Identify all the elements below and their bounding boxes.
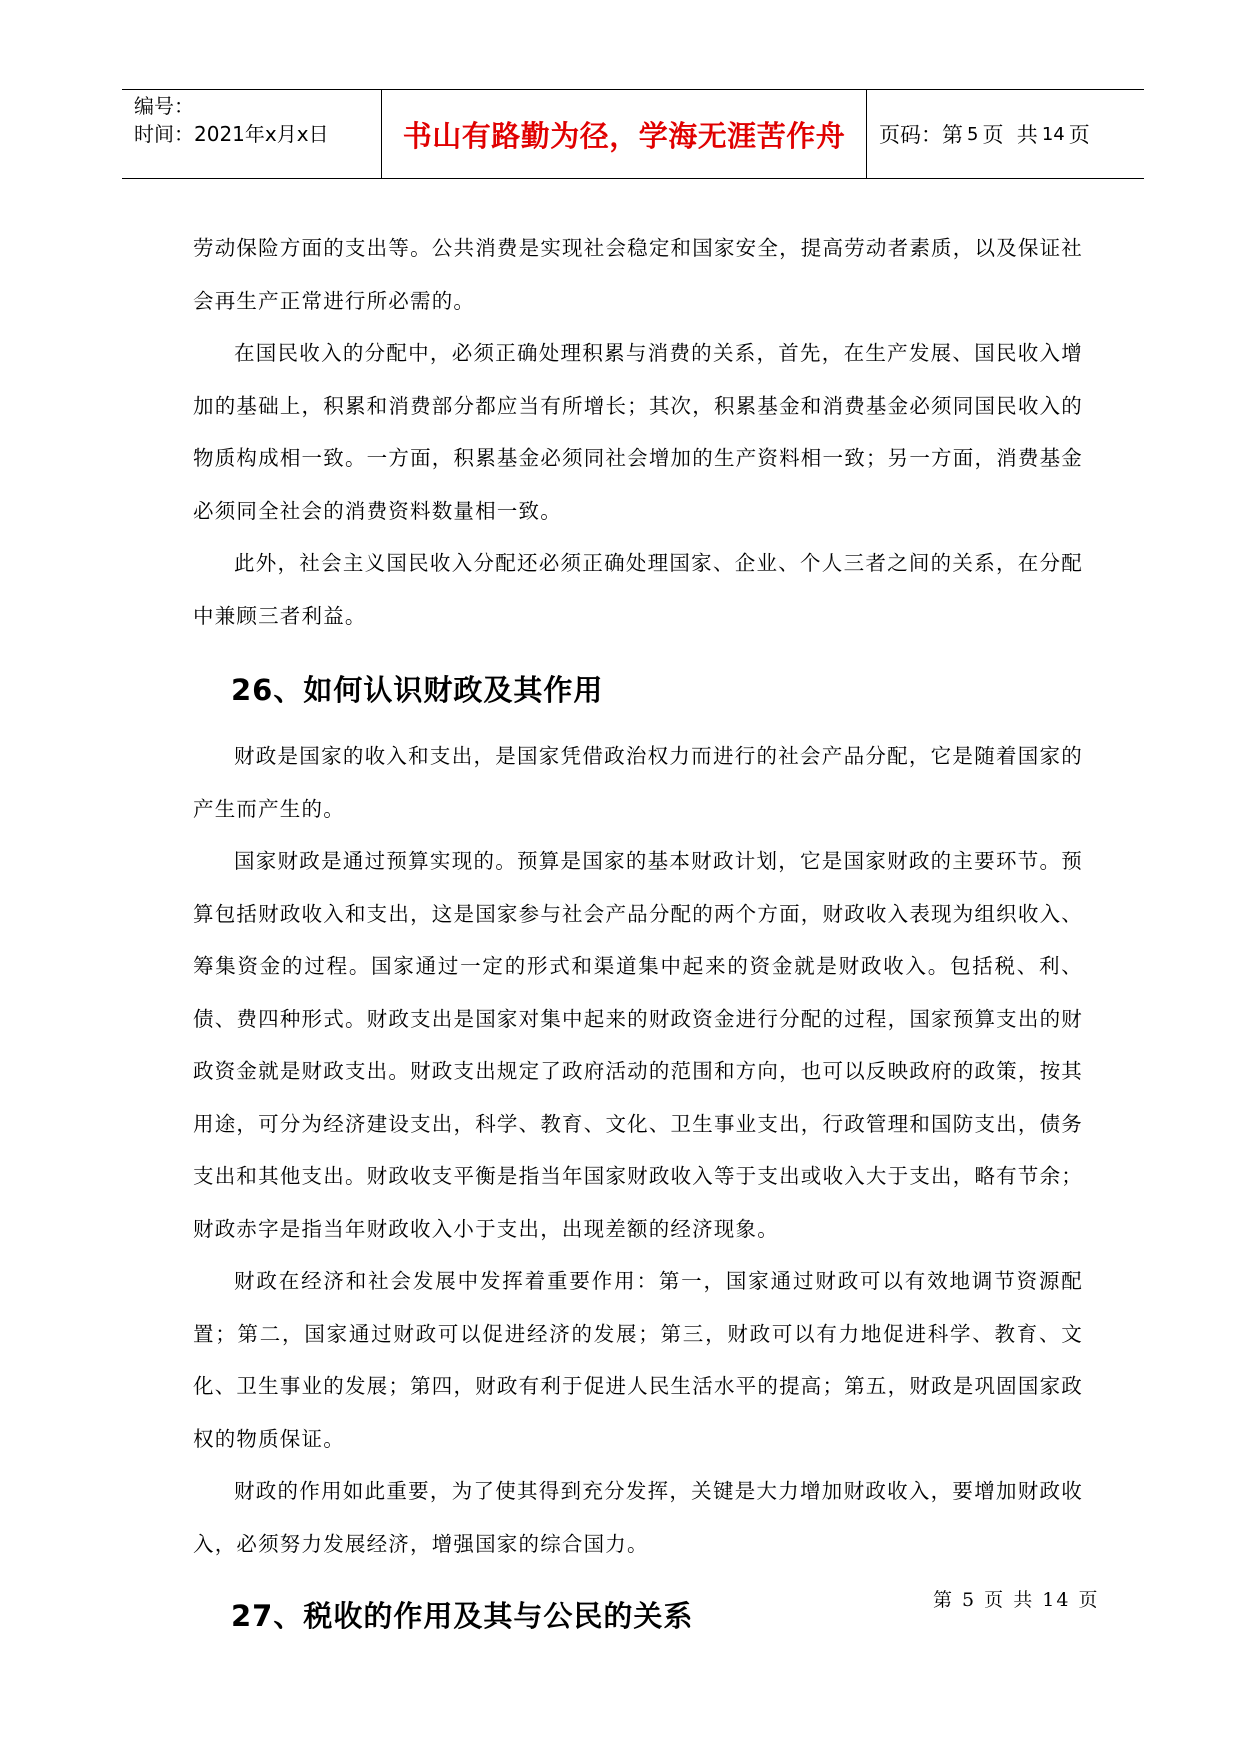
paragraph: 劳动保险方面的支出等。公共消费是实现社会稳定和国家安全，提高劳动者素质，以及保证社会再生产正常进行所必需的。 [193,236,1083,313]
page-total: 14 [1041,123,1065,145]
page-header [122,89,1144,179]
time-label: 时间：2021年x月x日 [134,122,329,146]
section-heading-27: 27、税收的作用及其与公民的关系 [231,1599,694,1633]
header-motto-cell [382,90,867,178]
document-body [193,222,1083,1635]
page-current: 5 [967,123,979,145]
paragraph: 财政的作用如此重要，为了使其得到充分发挥，关键是大力增加财政收入，要增加财政收入，必须努力发展经济，增强国家的综合国力。 [193,1479,1083,1556]
paragraph: 在国民收入的分配中，必须正确处理积累与消费的关系，首先，在生产发展、国民收入增加的基础上，积累和消费部分都应当有所增长；其次，积累基金和消费基金必须同国民收入的物质构成相一致。一方面，积累基金必须同社会增加的生产资料相一致；另一方面，消费基金必须同全社会的消费资料数量相一致。 [193,341,1083,523]
paragraph: 此外，社会主义国民收入分配还必须正确处理国家、企业、个人三者之间的关系，在分配中兼顾三者利益。 [193,551,1083,628]
page-mid: 页 共 [982,123,1038,147]
page-prefix: 页码：第 [879,123,963,147]
header-meta-cell [122,90,382,178]
section-heading-26: 26、如何认识财政及其作用 [231,673,604,707]
number-label: 编号： [134,94,194,118]
page-footer: 第 5 页 共 14 页 [933,1589,1100,1611]
paragraph: 国家财政是通过预算实现的。预算是国家的基本财政计划，它是国家财政的主要环节。预算包括财政收入和支出，这是国家参与社会产品分配的两个方面，财政收入表现为组织收入、筹集资金的过程。国家通过一定的形式和渠道集中起来的资金就是财政收入。包括税、利、债、费四种形式。财政支出是国家对集中起来的财政资金进行分配的过程，国家预算支出的财政资金就是财政支出。财政支出规定了政府活动的范围和方向，也可以反映政府的政策，按其用途，可分为经济建设支出，科学、教育、文化、卫生事业支出，行政管理和国防支出，债务支出和其他支出。财政收支平衡是指当年国家财政收入等于支出或收入大于支出，略有节余；财政赤字是指当年财政收入小于支出，出现差额的经济现象。 [193,849,1083,1241]
header-page-cell [867,90,1144,178]
motto-text: 书山有路勤为径，学海无涯苦作舟 [402,118,846,153]
page-suffix: 页 [1068,123,1090,147]
paragraph: 财政是国家的收入和支出，是国家凭借政治权力而进行的社会产品分配，它是随着国家的产生而产生的。 [193,744,1083,821]
paragraph: 财政在经济和社会发展中发挥着重要作用：第一，国家通过财政可以有效地调节资源配置；第二，国家通过财政可以促进经济的发展；第三，财政可以有力地促进科学、教育、文化、卫生事业的发展；第四，财政有利于促进人民生活水平的提高；第五，财政是巩固国家政权的物质保证。 [193,1269,1083,1451]
